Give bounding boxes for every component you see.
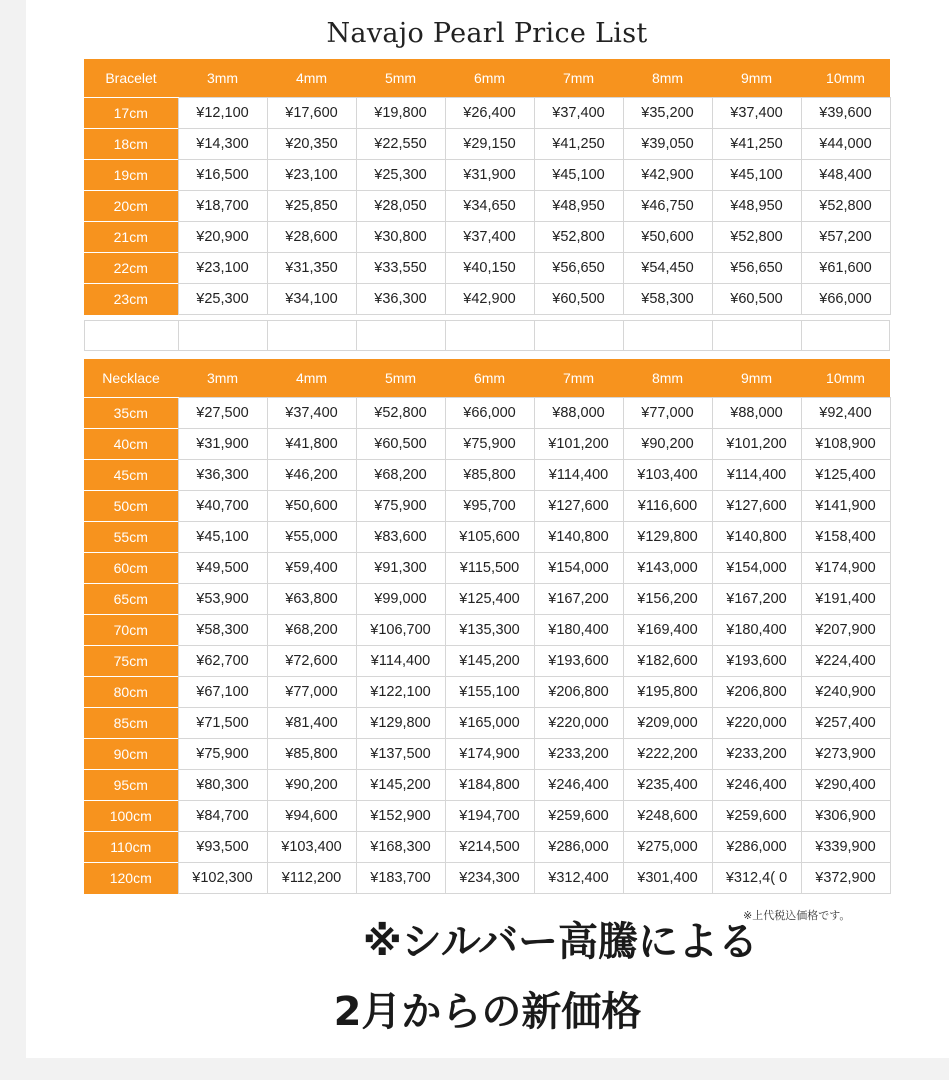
price-cell: ¥154,000 <box>712 553 801 584</box>
price-cell: ¥246,400 <box>712 770 801 801</box>
table-row <box>84 491 890 522</box>
table-row <box>84 160 890 191</box>
bracelet-header-size: 5mm <box>356 59 445 98</box>
price-cell: ¥28,050 <box>356 191 445 222</box>
price-cell: ¥91,300 <box>356 553 445 584</box>
necklace-header-size: 5mm <box>356 359 445 398</box>
table-row <box>84 584 890 615</box>
price-cell: ¥26,400 <box>445 98 534 129</box>
price-cell: ¥273,900 <box>801 739 890 770</box>
price-cell: ¥194,700 <box>445 801 534 832</box>
bracelet-header-size: 4mm <box>267 59 356 98</box>
price-cell: ¥53,900 <box>178 584 267 615</box>
price-cell: ¥60,500 <box>712 284 801 315</box>
price-cell: ¥101,200 <box>534 429 623 460</box>
price-cell: ¥165,000 <box>445 708 534 739</box>
price-cell: ¥85,800 <box>445 460 534 491</box>
price-cell: ¥52,800 <box>356 398 445 429</box>
price-cell: ¥83,600 <box>356 522 445 553</box>
price-cell: ¥167,200 <box>712 584 801 615</box>
price-cell: ¥36,300 <box>356 284 445 315</box>
price-cell: ¥46,200 <box>267 460 356 491</box>
table-row <box>84 708 890 739</box>
price-cell: ¥143,000 <box>623 553 712 584</box>
price-cell: ¥41,800 <box>267 429 356 460</box>
bracelet-header-size: 8mm <box>623 59 712 98</box>
table-row <box>84 429 890 460</box>
price-cell: ¥112,200 <box>267 863 356 894</box>
price-cell: ¥40,150 <box>445 253 534 284</box>
price-cell: ¥75,900 <box>356 491 445 522</box>
price-cell: ¥174,900 <box>445 739 534 770</box>
price-cell: ¥222,200 <box>623 739 712 770</box>
table-row <box>84 677 890 708</box>
price-cell: ¥29,150 <box>445 129 534 160</box>
price-cell: ¥240,900 <box>801 677 890 708</box>
length-label: 100cm <box>84 801 178 832</box>
price-cell: ¥34,650 <box>445 191 534 222</box>
price-cell: ¥206,800 <box>534 677 623 708</box>
price-cell: ¥66,000 <box>801 284 890 315</box>
length-label: 50cm <box>84 491 178 522</box>
length-label: 75cm <box>84 646 178 677</box>
price-cell: ¥50,600 <box>623 222 712 253</box>
price-cell: ¥18,700 <box>178 191 267 222</box>
price-cell: ¥41,250 <box>712 129 801 160</box>
price-cell: ¥259,600 <box>712 801 801 832</box>
bracelet-header-size: 6mm <box>445 59 534 98</box>
price-cell: ¥155,100 <box>445 677 534 708</box>
table-row <box>84 398 890 429</box>
price-cell: ¥31,900 <box>178 429 267 460</box>
price-cell: ¥182,600 <box>623 646 712 677</box>
price-cell: ¥140,800 <box>534 522 623 553</box>
price-cell: ¥220,000 <box>712 708 801 739</box>
price-cell: ¥127,600 <box>534 491 623 522</box>
price-cell: ¥44,000 <box>801 129 890 160</box>
price-cell: ¥75,900 <box>445 429 534 460</box>
length-label: 65cm <box>84 584 178 615</box>
necklace-header-size: 9mm <box>712 359 801 398</box>
price-cell: ¥167,200 <box>534 584 623 615</box>
price-cell: ¥180,400 <box>712 615 801 646</box>
price-cell: ¥77,000 <box>623 398 712 429</box>
price-cell: ¥312,400 <box>534 863 623 894</box>
price-cell: ¥28,600 <box>267 222 356 253</box>
table-row <box>84 615 890 646</box>
price-cell: ¥141,900 <box>801 491 890 522</box>
price-cell: ¥102,300 <box>178 863 267 894</box>
table-row <box>84 801 890 832</box>
price-cell: ¥20,350 <box>267 129 356 160</box>
price-cell: ¥116,600 <box>623 491 712 522</box>
price-cell: ¥20,900 <box>178 222 267 253</box>
length-label: 120cm <box>84 863 178 894</box>
length-label: 17cm <box>84 98 178 129</box>
price-cell: ¥233,200 <box>712 739 801 770</box>
price-cell: ¥45,100 <box>178 522 267 553</box>
price-cell: ¥34,100 <box>267 284 356 315</box>
price-cell: ¥372,900 <box>801 863 890 894</box>
price-cell: ¥88,000 <box>712 398 801 429</box>
price-cell: ¥154,000 <box>534 553 623 584</box>
price-cell: ¥71,500 <box>178 708 267 739</box>
price-cell: ¥145,200 <box>445 646 534 677</box>
price-cell: ¥25,850 <box>267 191 356 222</box>
table-row <box>84 191 890 222</box>
price-cell: ¥59,400 <box>267 553 356 584</box>
length-label: 70cm <box>84 615 178 646</box>
length-label: 22cm <box>84 253 178 284</box>
price-cell: ¥85,800 <box>267 739 356 770</box>
price-cell: ¥191,400 <box>801 584 890 615</box>
price-cell: ¥90,200 <box>623 429 712 460</box>
bracelet-header-label: Bracelet <box>84 59 178 98</box>
price-cell: ¥52,800 <box>801 191 890 222</box>
price-cell: ¥114,400 <box>712 460 801 491</box>
price-cell: ¥184,800 <box>445 770 534 801</box>
price-cell: ¥103,400 <box>623 460 712 491</box>
price-cell: ¥129,800 <box>623 522 712 553</box>
price-cell: ¥158,400 <box>801 522 890 553</box>
price-cell: ¥290,400 <box>801 770 890 801</box>
bracelet-price-table <box>84 59 891 315</box>
price-cell: ¥106,700 <box>356 615 445 646</box>
price-cell: ¥23,100 <box>178 253 267 284</box>
price-cell: ¥156,200 <box>623 584 712 615</box>
price-cell: ¥209,000 <box>623 708 712 739</box>
table-row <box>84 770 890 801</box>
price-cell: ¥193,600 <box>534 646 623 677</box>
price-cell: ¥40,700 <box>178 491 267 522</box>
price-cell: ¥135,300 <box>445 615 534 646</box>
price-cell: ¥37,400 <box>712 98 801 129</box>
price-cell: ¥140,800 <box>712 522 801 553</box>
price-cell: ¥105,600 <box>445 522 534 553</box>
table-row <box>84 863 890 894</box>
price-cell: ¥235,400 <box>623 770 712 801</box>
price-cell: ¥108,900 <box>801 429 890 460</box>
price-cell: ¥72,600 <box>267 646 356 677</box>
length-label: 18cm <box>84 129 178 160</box>
price-cell: ¥39,050 <box>623 129 712 160</box>
price-cell: ¥174,900 <box>801 553 890 584</box>
price-cell: ¥56,650 <box>712 253 801 284</box>
price-cell: ¥37,400 <box>534 98 623 129</box>
price-cell: ¥67,100 <box>178 677 267 708</box>
price-cell: ¥66,000 <box>445 398 534 429</box>
length-label: 55cm <box>84 522 178 553</box>
price-cell: ¥259,600 <box>534 801 623 832</box>
price-cell: ¥95,700 <box>445 491 534 522</box>
price-cell: ¥68,200 <box>267 615 356 646</box>
price-cell: ¥125,400 <box>445 584 534 615</box>
price-cell: ¥22,550 <box>356 129 445 160</box>
price-cell: ¥48,400 <box>801 160 890 191</box>
price-cell: ¥52,800 <box>712 222 801 253</box>
price-cell: ¥30,800 <box>356 222 445 253</box>
price-cell: ¥103,400 <box>267 832 356 863</box>
length-label: 110cm <box>84 832 178 863</box>
price-cell: ¥195,800 <box>623 677 712 708</box>
price-cell: ¥93,500 <box>178 832 267 863</box>
price-cell: ¥234,300 <box>445 863 534 894</box>
price-cell: ¥14,300 <box>178 129 267 160</box>
table-row <box>84 98 890 129</box>
price-cell: ¥63,800 <box>267 584 356 615</box>
price-cell: ¥33,550 <box>356 253 445 284</box>
price-cell: ¥54,450 <box>623 253 712 284</box>
price-cell: ¥286,000 <box>712 832 801 863</box>
price-cell: ¥49,500 <box>178 553 267 584</box>
price-cell: ¥60,500 <box>534 284 623 315</box>
new-price-notice: 2月からの新価格 <box>333 989 642 1035</box>
price-cell: ¥207,900 <box>801 615 890 646</box>
price-cell: ¥80,300 <box>178 770 267 801</box>
length-label: 85cm <box>84 708 178 739</box>
price-cell: ¥88,000 <box>534 398 623 429</box>
price-cell: ¥41,250 <box>534 129 623 160</box>
length-label: 95cm <box>84 770 178 801</box>
price-cell: ¥45,100 <box>534 160 623 191</box>
price-cell: ¥114,400 <box>356 646 445 677</box>
price-cell: ¥61,600 <box>801 253 890 284</box>
necklace-header-size: 7mm <box>534 359 623 398</box>
price-cell: ¥81,400 <box>267 708 356 739</box>
price-cell: ¥125,400 <box>801 460 890 491</box>
price-cell: ¥180,400 <box>534 615 623 646</box>
table-row <box>84 832 890 863</box>
bracelet-header-size: 3mm <box>178 59 267 98</box>
price-cell: ¥45,100 <box>712 160 801 191</box>
price-cell: ¥152,900 <box>356 801 445 832</box>
price-cell: ¥183,700 <box>356 863 445 894</box>
price-cell: ¥233,200 <box>534 739 623 770</box>
price-cell: ¥39,600 <box>801 98 890 129</box>
bracelet-header-size: 10mm <box>801 59 890 98</box>
price-cell: ¥56,650 <box>534 253 623 284</box>
price-cell: ¥129,800 <box>356 708 445 739</box>
price-cell: ¥99,000 <box>356 584 445 615</box>
price-cell: ¥127,600 <box>712 491 801 522</box>
price-cell: ¥52,800 <box>534 222 623 253</box>
price-cell: ¥312,4( 0 <box>712 863 801 894</box>
price-cell: ¥25,300 <box>356 160 445 191</box>
price-cell: ¥193,600 <box>712 646 801 677</box>
price-cell: ¥25,300 <box>178 284 267 315</box>
necklace-header-size: 6mm <box>445 359 534 398</box>
price-cell: ¥62,700 <box>178 646 267 677</box>
length-label: 20cm <box>84 191 178 222</box>
price-cell: ¥50,600 <box>267 491 356 522</box>
price-cell: ¥248,600 <box>623 801 712 832</box>
bracelet-header-row <box>84 59 890 98</box>
price-cell: ¥122,100 <box>356 677 445 708</box>
price-cell: ¥92,400 <box>801 398 890 429</box>
necklace-header-size: 4mm <box>267 359 356 398</box>
length-label: 35cm <box>84 398 178 429</box>
table-row <box>84 253 890 284</box>
length-label: 23cm <box>84 284 178 315</box>
table-row <box>84 739 890 770</box>
price-cell: ¥137,500 <box>356 739 445 770</box>
price-list-sheet <box>26 0 949 1058</box>
price-cell: ¥37,400 <box>445 222 534 253</box>
length-label: 45cm <box>84 460 178 491</box>
blank-separator-row <box>84 320 890 351</box>
length-label: 21cm <box>84 222 178 253</box>
price-cell: ¥145,200 <box>356 770 445 801</box>
price-cell: ¥306,900 <box>801 801 890 832</box>
price-cell: ¥60,500 <box>356 429 445 460</box>
price-cell: ¥19,800 <box>356 98 445 129</box>
price-cell: ¥286,000 <box>534 832 623 863</box>
price-cell: ¥224,400 <box>801 646 890 677</box>
price-cell: ¥301,400 <box>623 863 712 894</box>
price-cell: ¥75,900 <box>178 739 267 770</box>
necklace-header-size: 3mm <box>178 359 267 398</box>
table-row <box>84 460 890 491</box>
price-cell: ¥55,000 <box>267 522 356 553</box>
price-cell: ¥275,000 <box>623 832 712 863</box>
silver-price-notice: ※シルバー高騰による <box>362 919 758 965</box>
price-cell: ¥31,900 <box>445 160 534 191</box>
necklace-header-label: Necklace <box>84 359 178 398</box>
length-label: 19cm <box>84 160 178 191</box>
price-cell: ¥169,400 <box>623 615 712 646</box>
price-cell: ¥214,500 <box>445 832 534 863</box>
length-label: 60cm <box>84 553 178 584</box>
price-cell: ¥101,200 <box>712 429 801 460</box>
length-label: 40cm <box>84 429 178 460</box>
price-cell: ¥57,200 <box>801 222 890 253</box>
page-title: Navajo Pearl Price List <box>326 18 648 49</box>
price-cell: ¥246,400 <box>534 770 623 801</box>
price-cell: ¥220,000 <box>534 708 623 739</box>
price-cell: ¥168,300 <box>356 832 445 863</box>
table-row <box>84 129 890 160</box>
price-cell: ¥48,950 <box>534 191 623 222</box>
bracelet-header-size: 9mm <box>712 59 801 98</box>
table-row <box>84 522 890 553</box>
price-cell: ¥17,600 <box>267 98 356 129</box>
length-label: 90cm <box>84 739 178 770</box>
table-row <box>84 646 890 677</box>
necklace-header-size: 8mm <box>623 359 712 398</box>
price-cell: ¥16,500 <box>178 160 267 191</box>
price-cell: ¥58,300 <box>623 284 712 315</box>
price-cell: ¥206,800 <box>712 677 801 708</box>
price-cell: ¥257,400 <box>801 708 890 739</box>
price-cell: ¥35,200 <box>623 98 712 129</box>
price-cell: ¥27,500 <box>178 398 267 429</box>
price-cell: ¥42,900 <box>623 160 712 191</box>
table-row <box>84 553 890 584</box>
price-cell: ¥46,750 <box>623 191 712 222</box>
price-cell: ¥115,500 <box>445 553 534 584</box>
price-cell: ¥114,400 <box>534 460 623 491</box>
price-cell: ¥31,350 <box>267 253 356 284</box>
price-cell: ¥48,950 <box>712 191 801 222</box>
price-cell: ¥84,700 <box>178 801 267 832</box>
bracelet-header-size: 7mm <box>534 59 623 98</box>
price-cell: ¥12,100 <box>178 98 267 129</box>
table-row <box>84 284 890 315</box>
price-cell: ¥90,200 <box>267 770 356 801</box>
price-cell: ¥36,300 <box>178 460 267 491</box>
price-cell: ¥42,900 <box>445 284 534 315</box>
price-cell: ¥23,100 <box>267 160 356 191</box>
price-cell: ¥37,400 <box>267 398 356 429</box>
price-cell: ¥94,600 <box>267 801 356 832</box>
price-cell: ¥58,300 <box>178 615 267 646</box>
table-row <box>84 222 890 253</box>
length-label: 80cm <box>84 677 178 708</box>
price-cell: ¥77,000 <box>267 677 356 708</box>
tax-included-note: ※上代税込価格です。 <box>743 910 851 922</box>
necklace-price-table <box>84 359 891 894</box>
necklace-header-size: 10mm <box>801 359 890 398</box>
price-cell: ¥68,200 <box>356 460 445 491</box>
necklace-header-row <box>84 359 890 398</box>
price-cell: ¥339,900 <box>801 832 890 863</box>
